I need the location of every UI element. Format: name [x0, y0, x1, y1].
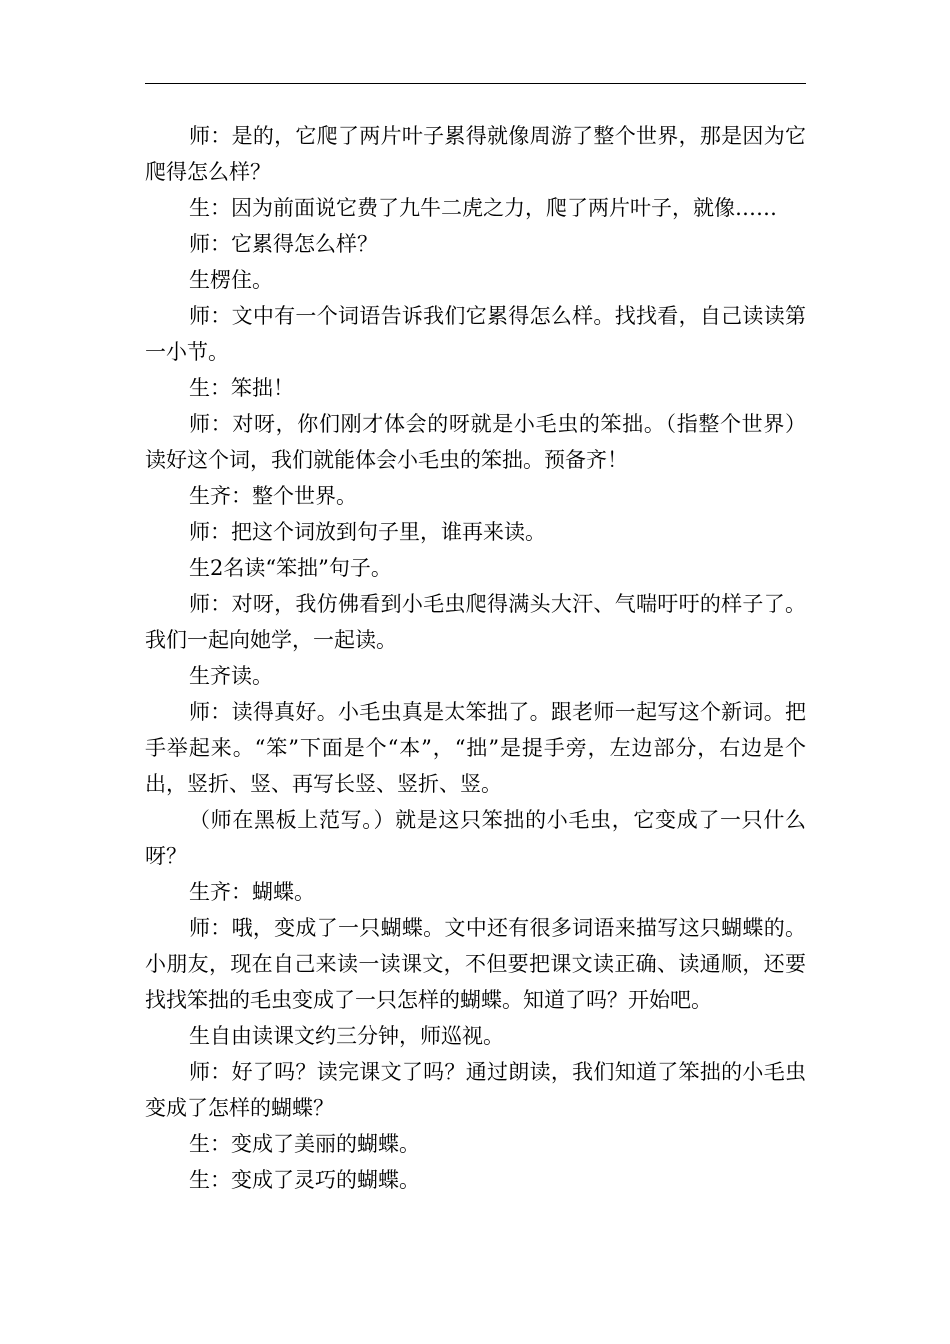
paragraph: 师：把这个词放到句子里，谁再来读。 [189, 520, 546, 544]
paragraph: 师：是的，它爬了两片叶子累得就像周游了整个世界，那是因为它爬得怎么样？ [145, 124, 806, 184]
header-rule [145, 83, 806, 84]
paragraph: 生：笨拙！ [189, 376, 294, 400]
paragraph: 师：对呀，我仿佛看到小毛虫爬得满头大汗、气喘吁吁的样子了。我们一起向她学，一起读。 [145, 592, 806, 652]
paragraph: 师：读得真好。小毛虫真是太笨拙了。跟老师一起写这个新词。把手举起来。“笨”下面是个“本”，“拙”是提手旁，左边部分，右边是个出，竖折、竖、再写长竖、竖折、竖。 [145, 700, 806, 796]
paragraph: （师在黑板上范写。）就是这只笨拙的小毛虫，它变成了一只什么呀？ [145, 808, 806, 868]
paragraph: 生：因为前面说它费了九牛二虎之力，爬了两片叶子，就像…… [189, 196, 777, 220]
paragraph: 生齐读。 [189, 664, 273, 688]
paragraph: 师：哦，变成了一只蝴蝶。文中还有很多词语来描写这只蝴蝶的。小朋友，现在自己来读一读课文，不但要把课文读正确、读通顺，还要找找笨拙的毛虫变成了一只怎样的蝴蝶。知道了吗？开始吧。 [145, 916, 806, 1012]
document-body [145, 118, 806, 1198]
paragraph: 生：变成了灵巧的蝴蝶。 [189, 1168, 420, 1192]
paragraph: 师：对呀，你们刚才体会的呀就是小毛虫的笨拙。（指整个世界）读好这个词，我们就能体会小毛虫的笨拙。预备齐！ [145, 412, 806, 472]
paragraph: 生：变成了美丽的蝴蝶。 [189, 1132, 420, 1156]
paragraph: 生齐：整个世界。 [189, 484, 357, 508]
paragraph: 生齐：蝴蝶。 [189, 880, 315, 904]
paragraph: 生楞住。 [189, 268, 273, 292]
paragraph: 生2名读“笨拙”句子。 [189, 556, 392, 580]
paragraph: 师：好了吗？读完课文了吗？通过朗读，我们知道了笨拙的小毛虫变成了怎样的蝴蝶？ [145, 1060, 806, 1120]
paragraph: 师：它累得怎么样？ [189, 232, 378, 256]
paragraph: 生自由读课文约三分钟，师巡视。 [189, 1024, 504, 1048]
paragraph: 师：文中有一个词语告诉我们它累得怎么样。找找看，自己读读第一小节。 [145, 304, 806, 364]
